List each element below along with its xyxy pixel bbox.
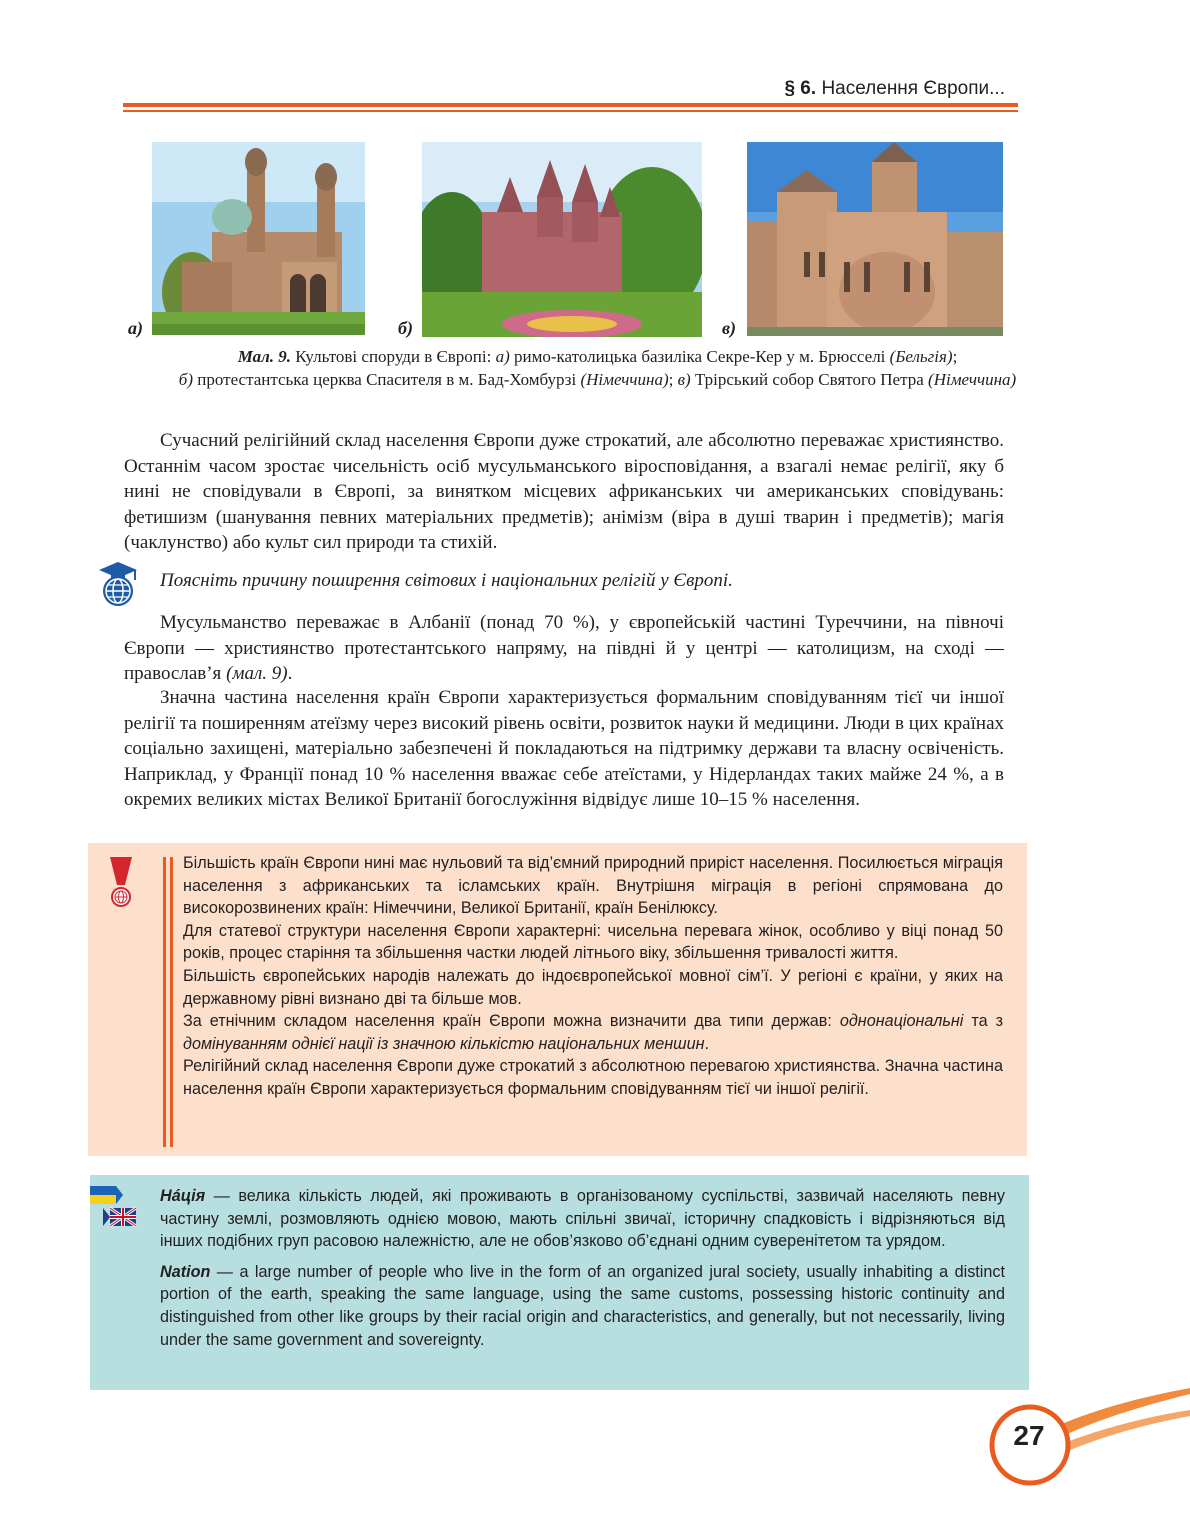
caption-prefix: Мал. 9. <box>237 347 292 366</box>
glossary-entry-ua <box>160 1185 1005 1253</box>
caption-c-country: (Німеччина) <box>928 370 1017 389</box>
caption-a-country: (Бельгія) <box>889 347 953 366</box>
label-b: б) <box>398 318 413 338</box>
summary-item: Релігійний склад населення Європи дуже строкатий з абсолютною перевагою християнства. Значна частина населення країн Європи характеризується формальним сповідуванням тієї чи іншої релігії. <box>183 1057 1003 1098</box>
caption-a: а) <box>495 347 510 366</box>
photo-church <box>422 142 702 337</box>
header-rule <box>123 103 1018 112</box>
section-number: § 6. <box>784 78 817 99</box>
photo-cathedral <box>747 142 1003 336</box>
summary-item: Більшість країн Європи нині має нульовий та від’ємний природний приріст населення. Посилюється міграція населення з африканських та ісламських країн. Внутрішня міграція в регіоні спрямована до високорозвинених країн: Німеччини, Великої Британії, країн Бенілюксу. <box>183 854 1003 918</box>
summary-item <box>183 1010 1003 1055</box>
running-head <box>784 78 1005 100</box>
summary-text-part: та з <box>963 1012 1003 1031</box>
globe-graduate-icon <box>97 560 139 608</box>
photo-basilica <box>152 142 365 335</box>
caption-b-text: протестантська церква Спасителя в м. Бад-Хомбурзі <box>193 370 581 389</box>
glossary-entry-en <box>160 1261 1005 1351</box>
summary-bar <box>163 857 173 1147</box>
summary-term: однонаціональні <box>839 1012 964 1031</box>
glossary-text <box>160 1185 1005 1359</box>
glossary-term: Нáція <box>160 1187 206 1205</box>
caption-sep: ; <box>952 347 958 366</box>
figure-reference: (мал. 9) <box>226 663 288 684</box>
paragraph-end: . <box>287 663 293 684</box>
exclamation-icon <box>108 855 134 907</box>
glossary-definition: — a large number of people who live in the form of an organized jural society, usually inhabiting a distinct portion of the earth, speaking the same language, using the same customs, possessing historic continuity and distinguished from other like groups by their racial origin and characteristics, and generally, but not necessarily, living under the same government and sovereignty. <box>160 1262 1005 1349</box>
glossary-definition: — велика кількість людей, які проживають в організованому суспільстві, зазвичай населяють певну частину землі, розмовляють однією мовою, мають спільні звичаї, історичну спадковість і відрізняються від інших подібних груп расовою належністю, але не обов’язково об’єднані одним суверенітетом та урядом. <box>160 1187 1005 1251</box>
caption-sep: ; <box>668 370 678 389</box>
label-a: а) <box>128 318 143 338</box>
summary-text-part: За етнічним складом населення країн Європи можна визначити два типи держав: <box>183 1012 840 1031</box>
paragraph-atheism: Значна частина населення країн Європи характеризується формальним сповідуванням тієї чи іншої релігії та поширенням атеїзму через високий рівень освіти, розвиток науки й медицини. Люди в цих країнах соціально захищені, матеріально забезпечені й покладаються на підтримку держави та власну освіченість. Наприклад, у Франції понад 10 % населення вважає себе атеїстами, у Нідерландах таких майже 24 %, а в окремих великих містах Великої Британії богослужіння відвідує лише 10–15 % населення. <box>124 687 1004 810</box>
paragraph-distribution <box>124 610 1004 687</box>
label-c: в) <box>722 318 737 338</box>
caption-c: в) <box>677 370 691 389</box>
summary-item: Більшість європейських народів належать до індоєвропейської мовної сім’ї. У регіоні є країни, у яких на державному рівні визнано дві та більше мов. <box>183 966 1003 1008</box>
caption-a-text: римо-католицька базиліка Секре-Кер у м. Брюсселі <box>509 347 890 366</box>
caption-text: Культові споруди в Європі: <box>291 347 496 366</box>
caption-b-country: (Німеччина) <box>580 370 669 389</box>
summary-term: домінуванням однієї нації із значною кількістю національних меншин <box>183 1034 705 1053</box>
caption-c-text: Трірський собор Святого Петра <box>690 370 929 389</box>
summary-item: Для статевої структури населення Європи характерні: чисельна перевага жінок, особливо у віці понад 50 років, процес старіння та збільшення частки людей літнього віку, збільшення тривалості життя. <box>183 921 1003 963</box>
paragraph-distribution-text: Мусульманство переважає в Албанії (понад 70 %), у європейській частині Туреччини, на півночі Європи — християнство протестантського напряму, на півдні й у центрі — католицизм, на сході — православ’я <box>124 612 1004 684</box>
summary-text <box>183 852 1003 1101</box>
question-text: Поясніть причину поширення світових і національних релігій у Європі. <box>160 570 733 591</box>
glossary-term: Nation <box>160 1262 211 1281</box>
paragraph-religion: Сучасний релігійний склад населення Європи дуже строкатий, але абсолютно переважає християнство. Останнім часом зростає чисельність осіб мусульманського віросповідання, а взагалі немає релігії, яку б нині не сповідували в Європі, за винятком місцевих африканських чи американських сповідувань: фетишизм (шанування певних матеріальних предметів); анімізм (віра в душі тварин і предметів); магія (чаклунство) або культ сил природи та стихій. <box>124 430 1004 553</box>
summary-text-part: . <box>704 1034 710 1053</box>
caption-b: б) <box>178 370 194 389</box>
page-number: 27 <box>1013 1420 1045 1451</box>
ua-gb-flags-icon <box>90 1186 140 1232</box>
figure-caption <box>110 345 1085 391</box>
section-title: Населення Європи... <box>821 78 1005 99</box>
